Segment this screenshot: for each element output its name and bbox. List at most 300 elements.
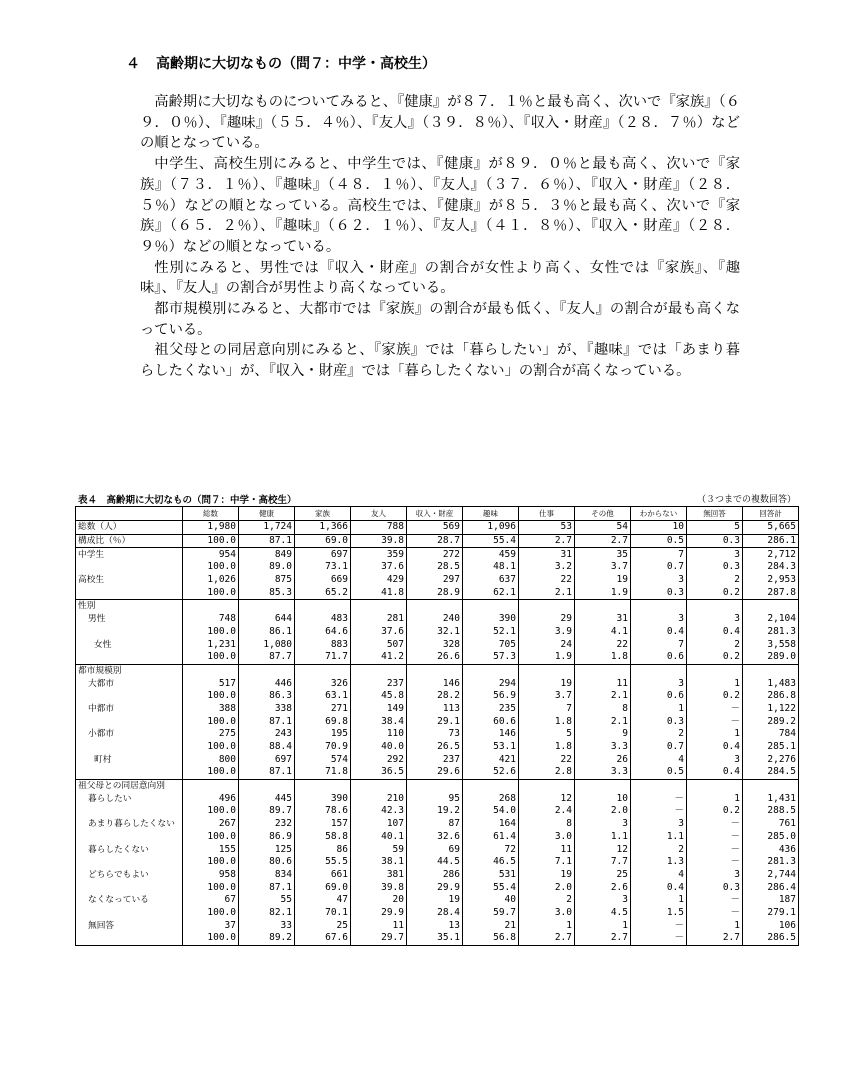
table-cell: 4.1: [575, 626, 631, 639]
table-cell: 289.0: [743, 651, 799, 664]
table-cell: 421: [463, 753, 519, 766]
table-cell: 2.7: [687, 932, 743, 945]
table-cell: 29.9: [407, 881, 463, 894]
table-cell: 88.4: [239, 741, 295, 754]
table-cell: 31: [575, 613, 631, 626]
table-cell: 100.0: [183, 690, 239, 703]
table-cell: 7: [631, 638, 687, 651]
row-label: [76, 561, 183, 574]
table-cell: 0.6: [631, 651, 687, 664]
table-cell: 281.3: [743, 856, 799, 869]
table-cell: 390: [295, 792, 351, 805]
table-cell: 187: [743, 894, 799, 907]
table-cell: 86.3: [239, 690, 295, 703]
table-cell: 89.7: [239, 805, 295, 818]
table-cell: 82.1: [239, 907, 295, 920]
table-cell: 64.6: [295, 626, 351, 639]
table-cell: 459: [463, 548, 519, 561]
table-cell: 87.1: [239, 715, 295, 728]
table-cell: 3.0: [519, 831, 575, 844]
table-cell: 35: [575, 548, 631, 561]
table-cell: 5: [687, 521, 743, 535]
row-label: 祖父母との同居意向別: [76, 779, 183, 792]
table-row: [76, 753, 799, 766]
table-cell: 279.1: [743, 907, 799, 920]
table-row: [76, 690, 799, 703]
table-cell: 574: [295, 753, 351, 766]
table-cell: 243: [239, 728, 295, 741]
table-cell: 107: [351, 818, 407, 831]
table-cell: 3.3: [575, 741, 631, 754]
table-cell: 289.2: [743, 715, 799, 728]
table-cell: [743, 664, 799, 677]
table-cell: 429: [351, 574, 407, 587]
table-cell: 86: [295, 843, 351, 856]
table-cell: 267: [183, 818, 239, 831]
table-cell: 22: [575, 638, 631, 651]
table-cell: 697: [295, 548, 351, 561]
table-cell: 531: [463, 869, 519, 882]
table-cell: 4: [631, 753, 687, 766]
table-cell: 669: [295, 574, 351, 587]
table-cell: 65.2: [295, 586, 351, 599]
table-cell: 13: [407, 919, 463, 932]
table-cell: 297: [407, 574, 463, 587]
table-cell: 2: [631, 843, 687, 856]
table-cell: 53: [519, 521, 575, 535]
table-cell: 0.2: [687, 586, 743, 599]
table-cell: [239, 664, 295, 677]
table-cell: 784: [743, 728, 799, 741]
table-cell: 28.7: [407, 534, 463, 548]
table-cell: 1,724: [239, 521, 295, 535]
table-cell: 32.1: [407, 626, 463, 639]
row-label: [76, 881, 183, 894]
table-cell: 7: [519, 703, 575, 716]
table-cell: －: [687, 894, 743, 907]
table-cell: 287.8: [743, 586, 799, 599]
column-header: 健康: [239, 507, 295, 521]
table-cell: 100.0: [183, 741, 239, 754]
table-cell: 9: [575, 728, 631, 741]
table-cell: 0.3: [631, 715, 687, 728]
table-cell: 0.4: [631, 626, 687, 639]
table-cell: 71.8: [295, 766, 351, 779]
table-cell: 286.1: [743, 534, 799, 548]
table-cell: 284.3: [743, 561, 799, 574]
table-cell: [575, 779, 631, 792]
table-cell: [463, 664, 519, 677]
table-cell: 44.5: [407, 856, 463, 869]
table-cell: 637: [463, 574, 519, 587]
table-cell: 338: [239, 703, 295, 716]
table-cell: 7: [631, 548, 687, 561]
table-cell: 125: [239, 843, 295, 856]
table-cell: 3: [631, 818, 687, 831]
table-cell: 4.5: [575, 907, 631, 920]
table-cell: 56.8: [463, 932, 519, 945]
row-label: 総数（人）: [76, 521, 183, 535]
table-cell: －: [631, 805, 687, 818]
table-cell: 232: [239, 818, 295, 831]
table-cell: 11: [519, 843, 575, 856]
table-cell: 78.6: [295, 805, 351, 818]
table-cell: 39.8: [351, 534, 407, 548]
table-cell: [407, 600, 463, 613]
table-cell: 2,276: [743, 753, 799, 766]
table-cell: －: [687, 818, 743, 831]
table-cell: 1.1: [631, 831, 687, 844]
table-cell: 0.3: [687, 881, 743, 894]
table-cell: 0.6: [631, 690, 687, 703]
table-cell: 29: [519, 613, 575, 626]
table-cell: 3: [631, 613, 687, 626]
row-label: [76, 805, 183, 818]
table-cell: 70.9: [295, 741, 351, 754]
table-cell: 2,953: [743, 574, 799, 587]
table-cell: 100.0: [183, 932, 239, 945]
table-cell: 3: [687, 613, 743, 626]
table-cell: 100.0: [183, 856, 239, 869]
table-cell: 0.4: [631, 881, 687, 894]
table-cell: 5,665: [743, 521, 799, 535]
table-cell: 149: [351, 703, 407, 716]
table-cell: 284.5: [743, 766, 799, 779]
table-cell: 1.3: [631, 856, 687, 869]
table-cell: 28.5: [407, 561, 463, 574]
header-cell-blank: [76, 507, 183, 521]
table-cell: 37.6: [351, 626, 407, 639]
table-cell: 80.6: [239, 856, 295, 869]
table-cell: 157: [295, 818, 351, 831]
table-cell: 8: [575, 703, 631, 716]
table-cell: 388: [183, 703, 239, 716]
table-cell: [295, 779, 351, 792]
table-cell: 2.4: [519, 805, 575, 818]
table-cell: 326: [295, 677, 351, 690]
table-cell: 2: [687, 574, 743, 587]
table-cell: 31: [519, 548, 575, 561]
table-row: [76, 664, 799, 677]
table-cell: 271: [295, 703, 351, 716]
row-label: 町村: [76, 753, 183, 766]
table-cell: 55.4: [463, 534, 519, 548]
table-row: [76, 561, 799, 574]
table-cell: 0.7: [631, 561, 687, 574]
table-cell: 73: [407, 728, 463, 741]
table-cell: 19: [519, 869, 575, 882]
row-label: なくなっている: [76, 894, 183, 907]
table-cell: 3: [575, 818, 631, 831]
table-cell: 25: [295, 919, 351, 932]
table-cell: 0.7: [631, 741, 687, 754]
table-cell: 381: [351, 869, 407, 882]
table-cell: 268: [463, 792, 519, 805]
table-cell: 33: [239, 919, 295, 932]
table-cell: 67: [183, 894, 239, 907]
table-row: [76, 919, 799, 932]
table-cell: 1.1: [575, 831, 631, 844]
table-row: [76, 534, 799, 548]
paragraph: 性別にみると、男性では『収入・財産』の割合が女性より高く、女性では『家族』、『趣味』、『友人』の割合が男性より高くなっている。: [140, 259, 740, 297]
table-cell: 661: [295, 869, 351, 882]
row-label: [76, 586, 183, 599]
table-cell: 37.6: [351, 561, 407, 574]
table-cell: 359: [351, 548, 407, 561]
table-cell: 569: [407, 521, 463, 535]
column-header: その他: [575, 507, 631, 521]
table-cell: 40.1: [351, 831, 407, 844]
row-label: [76, 932, 183, 945]
table-cell: 436: [743, 843, 799, 856]
table-cell: 12: [575, 843, 631, 856]
table-cell: 69.0: [295, 881, 351, 894]
table-cell: 19: [519, 677, 575, 690]
table-cell: 86.1: [239, 626, 295, 639]
table-cell: 2.8: [519, 766, 575, 779]
table-cell: 1,080: [239, 638, 295, 651]
table-cell: 1,096: [463, 521, 519, 535]
table-cell: 85.3: [239, 586, 295, 599]
data-table: [75, 506, 799, 946]
row-label: [76, 856, 183, 869]
table-cell: 21: [463, 919, 519, 932]
table-cell: 3.3: [575, 766, 631, 779]
table-row: [76, 574, 799, 587]
table-cell: 2,744: [743, 869, 799, 882]
table-cell: 954: [183, 548, 239, 561]
table-cell: 28.4: [407, 907, 463, 920]
table-cell: 507: [351, 638, 407, 651]
table-row: [76, 805, 799, 818]
table-cell: 47: [295, 894, 351, 907]
table-cell: 26.5: [407, 741, 463, 754]
table-cell: 210: [351, 792, 407, 805]
row-label: [76, 690, 183, 703]
row-label: 構成比（％）: [76, 534, 183, 548]
table-cell: 285.0: [743, 831, 799, 844]
table-cell: 100.0: [183, 766, 239, 779]
column-header: 回答計: [743, 507, 799, 521]
table-cell: 644: [239, 613, 295, 626]
table-cell: 40: [463, 894, 519, 907]
table-cell: 748: [183, 613, 239, 626]
table-cell: 1.9: [519, 651, 575, 664]
table-cell: [351, 600, 407, 613]
table-cell: 24: [519, 638, 575, 651]
table-cell: 1.8: [519, 715, 575, 728]
table-cell: 517: [183, 677, 239, 690]
table-cell: 1: [519, 919, 575, 932]
table-row: [76, 831, 799, 844]
table-cell: 2: [519, 894, 575, 907]
table-cell: 71.7: [295, 651, 351, 664]
column-header: 無回答: [687, 507, 743, 521]
table-cell: 8: [519, 818, 575, 831]
row-label: どちらでもよい: [76, 869, 183, 882]
table-cell: 146: [463, 728, 519, 741]
table-cell: [239, 779, 295, 792]
table-cell: －: [687, 831, 743, 844]
table-cell: 1: [575, 919, 631, 932]
table-cell: [519, 600, 575, 613]
table-cell: 113: [407, 703, 463, 716]
table-cell: 69.0: [295, 534, 351, 548]
table-row: [76, 548, 799, 561]
column-header: 収入・財産: [407, 507, 463, 521]
table-row: [76, 728, 799, 741]
row-label: 暮らしたくない: [76, 843, 183, 856]
section-heading: [126, 53, 436, 73]
table-cell: 11: [575, 677, 631, 690]
table-cell: 0.3: [687, 561, 743, 574]
table-cell: [631, 600, 687, 613]
table-cell: 19: [575, 574, 631, 587]
table-cell: 28.9: [407, 586, 463, 599]
table-row: [76, 521, 799, 535]
table-cell: 48.1: [463, 561, 519, 574]
table-cell: 0.3: [631, 586, 687, 599]
table-cell: 59: [351, 843, 407, 856]
row-label: 小都市: [76, 728, 183, 741]
table-cell: 1.9: [575, 586, 631, 599]
table-cell: 2.1: [575, 690, 631, 703]
table-cell: 958: [183, 869, 239, 882]
table-cell: 2.7: [519, 932, 575, 945]
table-cell: 63.1: [295, 690, 351, 703]
table-cell: 22: [519, 753, 575, 766]
table-cell: 3.9: [519, 626, 575, 639]
table-cell: 788: [351, 521, 407, 535]
table-cell: 1,231: [183, 638, 239, 651]
table-cell: 55.5: [295, 856, 351, 869]
row-label: [76, 766, 183, 779]
table-cell: 19: [407, 894, 463, 907]
table-cell: 240: [407, 613, 463, 626]
table-cell: 155: [183, 843, 239, 856]
table-cell: 26: [575, 753, 631, 766]
column-header: 総数: [183, 507, 239, 521]
table-cell: 2.6: [575, 881, 631, 894]
table-cell: －: [687, 703, 743, 716]
table-cell: －: [631, 792, 687, 805]
table-cell: 1,026: [183, 574, 239, 587]
table-cell: 272: [407, 548, 463, 561]
column-header: わからない: [631, 507, 687, 521]
row-label: [76, 626, 183, 639]
table-row: [76, 907, 799, 920]
table-cell: 3: [631, 574, 687, 587]
table-cell: 41.8: [351, 586, 407, 599]
table-cell: 87.7: [239, 651, 295, 664]
table-cell: [687, 779, 743, 792]
table-cell: [183, 664, 239, 677]
table-cell: 29.6: [407, 766, 463, 779]
table-cell: 2.0: [575, 805, 631, 818]
table-cell: 286: [407, 869, 463, 882]
paragraph: 高齢期に大切なものについてみると、『健康』が８７．１％と最も高く、次いで『家族』（６９．０％）、『趣味』（５５．４％）、『友人』（３９．８％）、『収入・財産』（２８．７％）などの順となっている。: [140, 94, 740, 152]
table-cell: 62.1: [463, 586, 519, 599]
table-cell: 59.7: [463, 907, 519, 920]
table-cell: －: [687, 907, 743, 920]
row-label: 高校生: [76, 574, 183, 587]
table-cell: 73.1: [295, 561, 351, 574]
table-cell: 87.1: [239, 881, 295, 894]
table-cell: 0.5: [631, 766, 687, 779]
table-row: [76, 843, 799, 856]
table-cell: 100.0: [183, 534, 239, 548]
table-cell: 19.2: [407, 805, 463, 818]
table-cell: 1: [687, 677, 743, 690]
table-cell: 705: [463, 638, 519, 651]
table-cell: 55: [239, 894, 295, 907]
table-caption: 表４ 高齢期に大切なもの（問７：中学・高校生）: [78, 495, 297, 506]
table-cell: 3.0: [519, 907, 575, 920]
body-text: [140, 92, 740, 382]
row-label: 大都市: [76, 677, 183, 690]
table-cell: [743, 779, 799, 792]
row-label: 暮らしたい: [76, 792, 183, 805]
table-cell: 3,558: [743, 638, 799, 651]
table-row: [76, 766, 799, 779]
row-label: 中都市: [76, 703, 183, 716]
table-cell: 54: [575, 521, 631, 535]
table-cell: 53.1: [463, 741, 519, 754]
table-cell: 1: [687, 919, 743, 932]
table-cell: 0.5: [631, 534, 687, 548]
table-cell: 883: [295, 638, 351, 651]
table-cell: [183, 600, 239, 613]
table-cell: [407, 779, 463, 792]
table-cell: 29.9: [351, 907, 407, 920]
table-cell: 0.4: [687, 626, 743, 639]
paragraph: 祖父母との同居意向別にみると、『家族』では「暮らしたい」が、『趣味』では「あまり暮らしたくない」が、『収入・財産』では「暮らしたくない」の割合が高くなっている。: [140, 342, 740, 380]
table-cell: 29.1: [407, 715, 463, 728]
table-cell: [239, 600, 295, 613]
row-label: 無回答: [76, 919, 183, 932]
table-cell: 146: [407, 677, 463, 690]
table-cell: 106: [743, 919, 799, 932]
table-cell: 328: [407, 638, 463, 651]
row-label: 女性: [76, 638, 183, 651]
row-label: [76, 651, 183, 664]
table-cell: 38.4: [351, 715, 407, 728]
table-row: [76, 651, 799, 664]
table-cell: 3: [687, 548, 743, 561]
table-cell: [575, 600, 631, 613]
table-cell: 28.2: [407, 690, 463, 703]
table-cell: 275: [183, 728, 239, 741]
table-cell: 849: [239, 548, 295, 561]
table-cell: 0.2: [687, 805, 743, 818]
table-cell: 100.0: [183, 805, 239, 818]
table-cell: 3: [631, 677, 687, 690]
paragraph: 都市規模別にみると、大都市では『家族』の割合が最も低く、『友人』の割合が最も高くなっている。: [140, 301, 740, 338]
table-cell: [687, 664, 743, 677]
table-cell: 87: [407, 818, 463, 831]
table-cell: [463, 600, 519, 613]
table-cell: 1,366: [295, 521, 351, 535]
table-cell: 100.0: [183, 881, 239, 894]
table-cell: 0.4: [687, 766, 743, 779]
table-cell: 288.5: [743, 805, 799, 818]
table-cell: 294: [463, 677, 519, 690]
table-cell: 69.8: [295, 715, 351, 728]
row-label: [76, 831, 183, 844]
table-cell: 2.7: [575, 932, 631, 945]
table-cell: 7.7: [575, 856, 631, 869]
table-row: [76, 881, 799, 894]
